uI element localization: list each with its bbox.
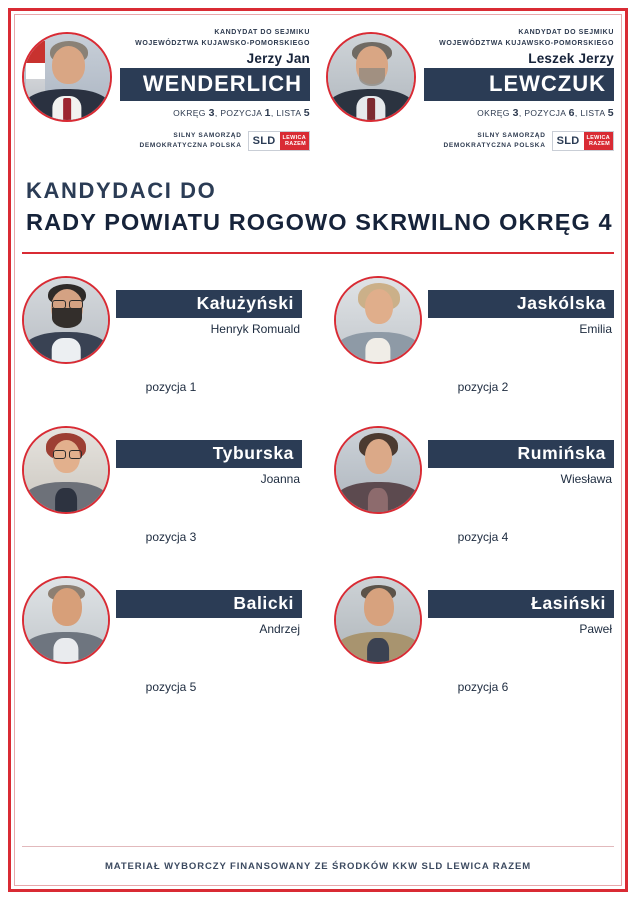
sld-logo-text-1: SLD xyxy=(249,132,280,150)
sejmik-kicker-line1: KANDYDAT DO SEJMIKU xyxy=(214,29,310,36)
poster-footer xyxy=(22,846,614,872)
okreg-value-1: 3 xyxy=(208,107,215,119)
sld-branding-2 xyxy=(424,131,614,152)
candidate-surname-6: Łasiński xyxy=(428,590,614,618)
candidate-card-2 xyxy=(334,276,614,394)
candidate-card-5 xyxy=(22,576,302,694)
candidate-position-4: pozycja 4 xyxy=(457,529,509,544)
candidate-firstname-1: Henryk Romuald xyxy=(210,321,300,336)
lista-label-2: LISTA xyxy=(580,108,605,118)
poster-title xyxy=(22,178,614,236)
pozycja-label-1: POZYCJA xyxy=(220,108,262,118)
lewica-line2-1: RAZEM xyxy=(284,141,306,148)
candidate-firstname-2: Emilia xyxy=(579,321,612,336)
candidate-firstname-4: Wiesława xyxy=(560,471,612,486)
sejmik-candidates-row xyxy=(22,22,614,152)
sejmik-meta-2: OKRĘG 3, POZYCJA 6, LISTA 5 xyxy=(477,107,614,119)
candidate-row-3 xyxy=(22,576,614,694)
sejmik-candidate-info-2 xyxy=(416,28,614,152)
sejmik-surname-1: WENDERLICH xyxy=(120,68,310,101)
candidate-photo-tyburska xyxy=(22,426,110,514)
candidate-firstname-5: Andrzej xyxy=(259,621,300,636)
candidate-surname-4: Rumińska xyxy=(428,440,614,468)
okreg-label-1: OKRĘG xyxy=(173,108,206,118)
lista-label-1: LISTA xyxy=(276,108,301,118)
footer-disclaimer: MATERIAŁ WYBORCZY FINANSOWANY ZE ŚRODKÓW KKW SLD LEWICA RAZEM xyxy=(104,861,532,872)
candidate-firstname-6: Paweł xyxy=(579,621,612,636)
council-candidates-grid xyxy=(22,276,614,694)
candidate-row-2 xyxy=(22,426,614,544)
lewica-line1-2: LEWICA xyxy=(586,134,610,141)
footer-divider xyxy=(22,846,614,847)
sejmik-firstname-1: Jerzy Jan xyxy=(246,51,310,66)
sejmik-candidate-card-2 xyxy=(326,28,614,152)
slogan-line2-1: DEMOKRATYCZNA POLSKA xyxy=(139,142,242,150)
candidate-surname-5: Balicki xyxy=(116,590,302,618)
lewica-razem-logo-2 xyxy=(584,132,614,150)
lista-value-2: 5 xyxy=(607,107,614,119)
title-divider xyxy=(22,252,614,254)
sejmik-kicker-line2-2: WOJEWÓDZTWA KUJAWSKO-POMORSKIEGO xyxy=(439,39,614,47)
candidate-card-1 xyxy=(22,276,302,394)
pozycja-label-2: POZYCJA xyxy=(524,108,566,118)
candidate-photo-ruminska xyxy=(334,426,422,514)
slogan-2 xyxy=(443,131,545,152)
sejmik-candidate-info-1 xyxy=(112,28,310,152)
candidate-position-6: pozycja 6 xyxy=(457,679,509,694)
candidate-card-4 xyxy=(334,426,614,544)
lista-value-1: 5 xyxy=(303,107,310,119)
okreg-label-2: OKRĘG xyxy=(477,108,510,118)
sejmik-kicker-line1-2: KANDYDAT DO SEJMIKU xyxy=(518,29,614,36)
candidate-position-5: pozycja 5 xyxy=(145,679,197,694)
lewica-line1-1: LEWICA xyxy=(282,134,306,141)
candidate-photo-balicki xyxy=(22,576,110,664)
candidate-card-3 xyxy=(22,426,302,544)
candidate-photo-kaluzynski xyxy=(22,276,110,364)
candidate-photo-lasinski xyxy=(334,576,422,664)
candidate-position-2: pozycja 2 xyxy=(457,379,509,394)
sld-logo-1 xyxy=(248,131,310,151)
candidate-firstname-3: Joanna xyxy=(260,471,300,486)
slogan-1 xyxy=(139,131,241,152)
sejmik-firstname-2: Leszek Jerzy xyxy=(528,51,614,66)
candidate-photo-lewczuk xyxy=(326,32,416,122)
title-line-2: RADY POWIATU ROGOWO SKRWILNO OKRĘG 4 xyxy=(26,208,613,235)
sld-logo-2 xyxy=(552,131,614,151)
candidate-surname-2: Jaskólska xyxy=(428,290,614,318)
sejmik-surname-2: LEWCZUK xyxy=(424,68,614,101)
sejmik-meta-1: OKRĘG 3, POZYCJA 1, LISTA 5 xyxy=(173,107,310,119)
sejmik-candidate-card-1 xyxy=(22,28,310,152)
lewica-line2-2: RAZEM xyxy=(588,141,610,148)
slogan-line1-1: SILNY SAMORZĄD xyxy=(173,132,242,139)
candidate-photo-jaskolska xyxy=(334,276,422,364)
sld-branding-1 xyxy=(120,131,310,152)
slogan-line2-2: DEMOKRATYCZNA POLSKA xyxy=(443,142,546,150)
title-line-1: KANDYDACI DO xyxy=(26,177,217,203)
sld-logo-text-2: SLD xyxy=(553,132,584,150)
okreg-value-2: 3 xyxy=(512,107,519,119)
sejmik-kicker-line2: WOJEWÓDZTWA KUJAWSKO-POMORSKIEGO xyxy=(135,39,310,47)
pozycja-value-2: 6 xyxy=(568,107,575,119)
candidate-photo-wenderlich xyxy=(22,32,112,122)
lewica-razem-logo-1 xyxy=(280,132,310,150)
slogan-line1-2: SILNY SAMORZĄD xyxy=(477,132,546,139)
pozycja-value-1: 1 xyxy=(264,107,271,119)
candidate-row-1 xyxy=(22,276,614,394)
candidate-surname-3: Tyburska xyxy=(116,440,302,468)
candidate-surname-1: Kałużyński xyxy=(116,290,302,318)
candidate-position-1: pozycja 1 xyxy=(145,379,197,394)
candidate-position-3: pozycja 3 xyxy=(145,529,197,544)
candidate-card-6 xyxy=(334,576,614,694)
poster-content xyxy=(22,22,614,878)
